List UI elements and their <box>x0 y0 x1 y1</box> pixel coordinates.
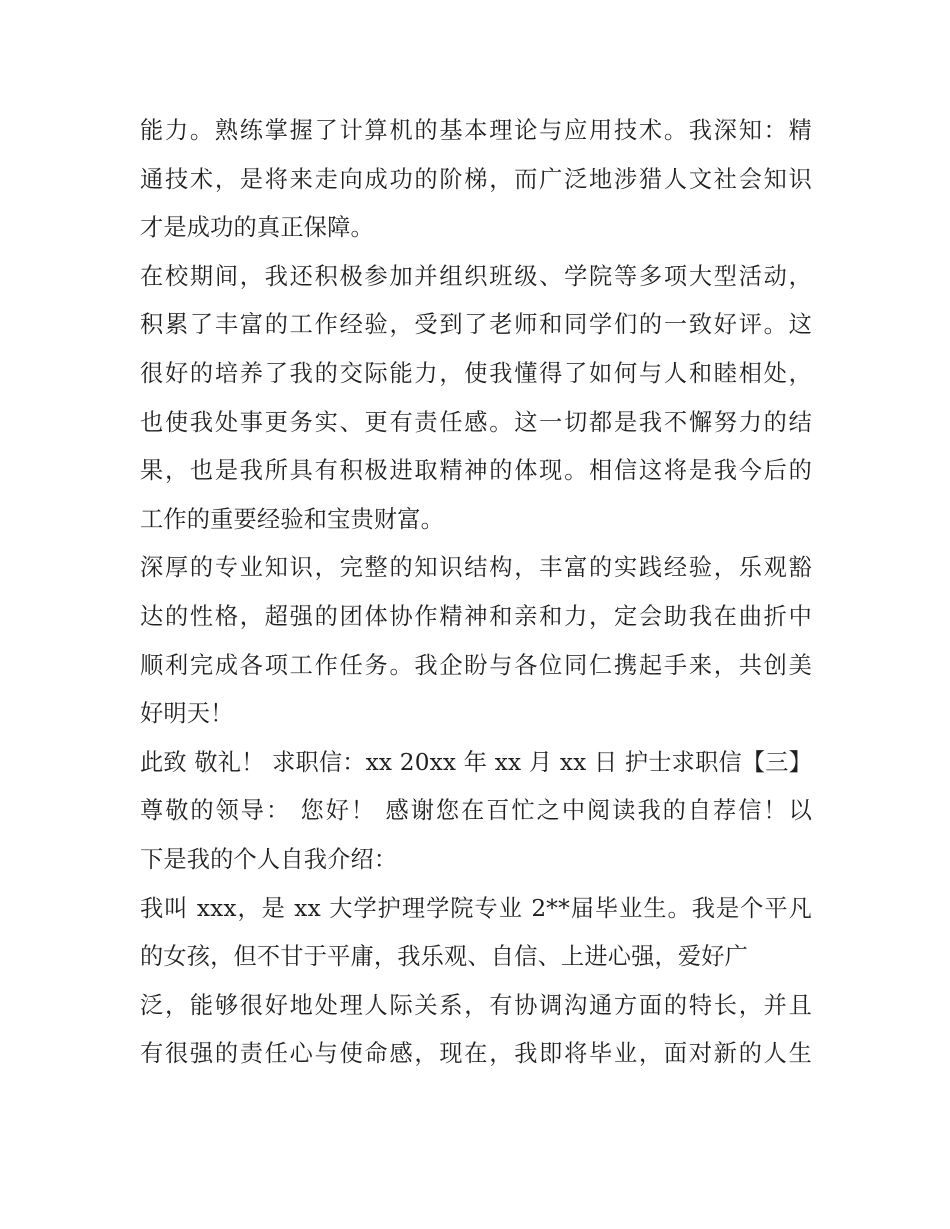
text-line: 在校期间，我还积极参加并组织班级、学院等多项大型活动， <box>140 262 812 290</box>
text-line: 才是成功的真正保障。 <box>140 214 374 242</box>
text-line: 顺利完成各项工作任务。我企盼与各位同仁携起手来，共创美 <box>140 651 812 679</box>
text-line: 很好的培养了我的交际能力，使我懂得了如何与人和睦相处， <box>140 359 812 387</box>
text-line: 我叫 xxx，是 xx 大学护理学院专业 2**届毕业生。我是个平凡 <box>140 894 812 922</box>
text-line: 能力。熟练掌握了计算机的基本理论与应用技术。我深知：精 <box>140 117 812 144</box>
text-line: 好明天！ <box>140 700 234 728</box>
text-line: 此致 敬礼！ 求职信：xx 20xx 年 xx 月 xx 日 护士求职信【三】 <box>140 748 813 776</box>
text-line: 泛，能够很好地处理人际关系，有协调沟通方面的特长，并且 <box>140 991 812 1019</box>
text-line: 的女孩，但不甘于平庸，我乐观、自信、上进心强，爱好广 <box>140 943 749 971</box>
text-line: 尊敬的领导： 您好！ 感谢您在百忙之中阅读我的自荐信！以 <box>140 797 812 825</box>
document-body <box>140 107 812 1079</box>
text-line: 深厚的专业知识，完整的知识结构，丰富的实践经验，乐观豁 <box>140 554 812 582</box>
text-line: 通技术，是将来走向成功的阶梯，而广泛地涉猎人文社会知识 <box>140 165 812 193</box>
text-line: 也使我处事更务实、更有责任感。这一切都是我不懈努力的结 <box>140 408 812 436</box>
text-line: 下是我的个人自我介绍： <box>140 845 398 873</box>
text-line: 果，也是我所具有积极进取精神的体现。相信这将是我今后的 <box>140 457 812 485</box>
text-line: 达的性格，超强的团体协作精神和亲和力，定会助我在曲折中 <box>140 602 812 630</box>
text-line: 工作的重要经验和宝贵财富。 <box>140 505 445 533</box>
text-line: 积累了丰富的工作经验，受到了老师和同学们的一致好评。这 <box>140 311 812 339</box>
text-line: 有很强的责任心与使命感，现在，我即将毕业，面对新的人生 <box>140 1040 812 1068</box>
